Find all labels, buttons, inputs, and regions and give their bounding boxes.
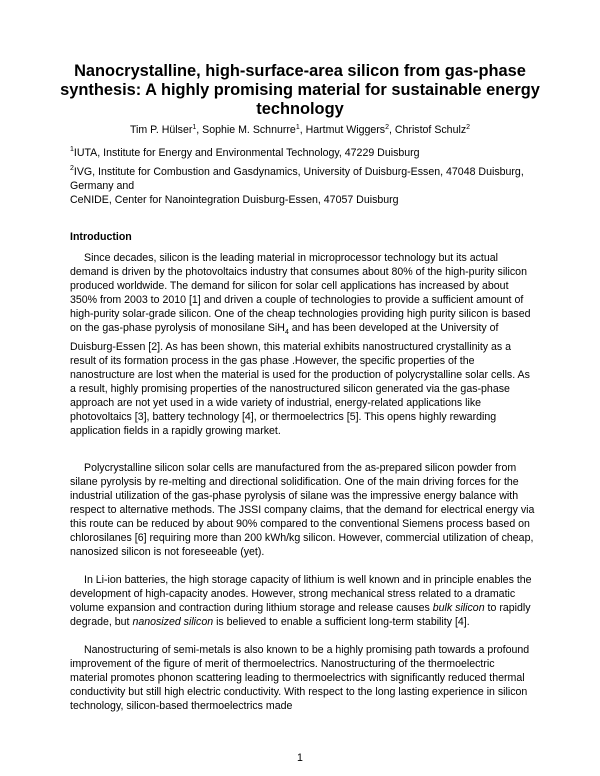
author-name: Tim P. Hülser bbox=[129, 124, 193, 136]
paragraph-text: Since decades, silicon is the leading material in microprocessor technology but its actual demand is driven by the photovoltaics industry that consumes about 80% of the high-purity silicon produced worldwide. The demand for silicon for solar cell applications has increased by about 350% from 2003 to 2010 [1] and driven a couple of technologies to provide a sufficient amount of high-purity solar-grade silicon. One of the cheap technologies providing high purity silicon is based on the gas-phase pyrolysis of monosilane SiH bbox=[70, 252, 531, 334]
body-paragraph: Nanostructuring of semi-metals is also known to be a highly promising path towards a profound improvement of the figure of merit of thermoelectrics. Nanostructuring of the thermoelectric material promotes phonon scattering leading to thermoelectrics with significantly reduced thermal conductivity but still high electric conductivity. With respect to the long lasting experience in silicon technology, silicon-based thermoelectrics made bbox=[70, 644, 530, 712]
body-paragraph bbox=[70, 573, 535, 629]
author-name: Christof Schulz bbox=[394, 124, 467, 136]
author-separator: , bbox=[299, 124, 306, 136]
author-affiliation-mark: 2 bbox=[466, 124, 471, 131]
author-separator: , bbox=[388, 124, 395, 136]
author-separator: , bbox=[196, 124, 203, 136]
emphasis: nanosized silicon bbox=[132, 616, 214, 628]
page-number: 1 bbox=[297, 752, 303, 764]
author-name: Sophie M. Schnurre bbox=[202, 124, 296, 136]
affiliation-text: IVG, Institute for Combustion and Gasdynamics, University of Duisburg-Essen, 47048 Duisburg, Germany and bbox=[70, 166, 524, 192]
author-name: Hartmut Wiggers bbox=[305, 124, 386, 136]
body-paragraph bbox=[70, 251, 535, 438]
body-paragraph: Polycrystalline silicon solar cells are manufactured from the as-prepared silicon powder from silane pyrolysis by re-melting and directional solidification. One of the main driving forces for the industrial utilization of the gas-phase pyrolysis of silane was the impressive energy balance with respect to alternative methods. The JSSI company claims, that the demand for electrical energy via this route can be reduced by about 90% compared to the conventional Siemens process based on chlorosilanes [6] requiring more than 200 kWh/kg silicon. However, commercial utilization of cheap, nanosized silicon is not foreseeable (yet). bbox=[70, 462, 535, 558]
affiliation-text: CeNIDE, Center for Nanointegration Duisburg-Essen, 47057 Duisburg bbox=[70, 194, 399, 206]
author-affiliation-mark: 1 bbox=[295, 124, 300, 131]
author-affiliation-mark: 2 bbox=[385, 124, 389, 131]
affiliation-text: IUTA, Institute for Energy and Environmental Technology, 47229 Duisburg bbox=[73, 147, 420, 159]
affiliation-1 bbox=[70, 146, 540, 160]
paper-title: Nanocrystalline, high-surface-area silicon from gas-phase synthesis: A highly promising material for sustainable energy technology bbox=[60, 62, 540, 118]
paragraph-text: to rapidly degrade, but bbox=[70, 602, 531, 628]
section-heading: Introduction bbox=[70, 231, 132, 243]
author-list bbox=[40, 124, 560, 137]
paragraph-text: In Li-ion batteries, the high storage capacity of lithium is well known and in principle enables the development of high-capacity anodes. However, strong mechanical stress related to a dramatic volume expansion and contraction during lithium storage and release causes bbox=[70, 574, 532, 614]
affiliation-mark: 1 bbox=[70, 146, 74, 153]
paragraph-text: and has been developed at the University of Duisburg-Essen [2]. As has been shown, this material exhibits nanostructured crystallinity as a result of its formation process in the gas phase .However, the specific properties of the nanostructure are lost when the material is used for the production of polycrystalline solar cells. As a result, highly promising properties of the nanostructured silicon generated via the gas-phase approach are not yet used in a wide variety of industrial, energy-related applications like photovoltaics [3], battery technology [4], or thermoelectrics [5]. This opens highly rewarding application fields in a rapidly growing market. bbox=[70, 322, 530, 438]
affiliation-mark: 2 bbox=[70, 165, 74, 172]
author-affiliation-mark: 1 bbox=[192, 124, 197, 131]
emphasis: bulk silicon bbox=[432, 602, 485, 614]
affiliation-2 bbox=[70, 165, 540, 207]
subscript: 4 bbox=[284, 329, 289, 337]
paragraph-text: is believed to enable a sufficient long-term stability [4]. bbox=[213, 616, 470, 628]
